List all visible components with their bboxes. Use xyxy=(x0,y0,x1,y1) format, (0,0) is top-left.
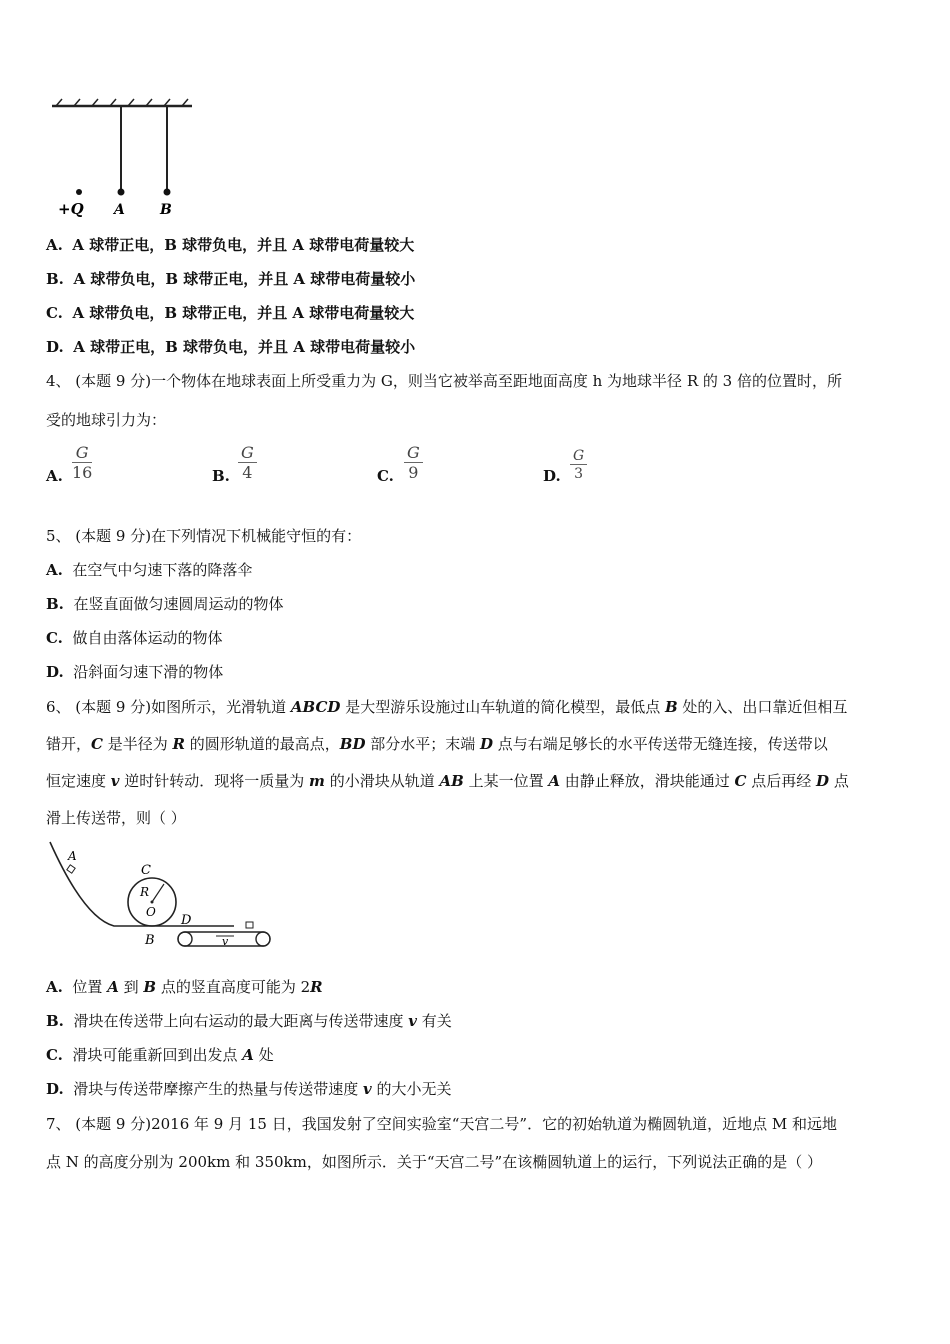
q6-option-c: C. 滑块可能重新回到出发点 A 处 xyxy=(46,1046,274,1064)
q4-option-c-fraction: $\frac{G}{9}$ xyxy=(404,444,423,483)
track-label-v: v xyxy=(222,935,229,948)
q6-stem-line3: 恒定速度 v 逆时针转动．现将一质量为 m 的小滑块从轨道 AB 上某一位置 A 由静止释放，滑块能通过 C 点后再经 D 点 xyxy=(46,772,849,790)
q4-stem-line1: 4、 (本题 9 分)一个物体在地球表面上所受重力为 G，则当它被举高至距地面高度 h 为地球半径 R 的 3 倍的位置时，所 xyxy=(46,372,842,390)
track-label-o: O xyxy=(146,905,156,919)
q4-stem-line2: 受的地球引力为： xyxy=(46,411,167,429)
ball-b-label: B xyxy=(160,202,172,218)
q5-option-d: D. 沿斜面匀速下滑的物体 xyxy=(46,663,224,681)
q6-stem-line2: 错开，C 是半径为 R 的圆形轨道的最高点，BD 部分水平；末端 D 点与右端足够长的水平传送带无缝连接，传送带以 xyxy=(46,735,828,753)
q4-option-b-fraction: $\frac{G}{4}$ xyxy=(238,444,257,483)
q5-option-c: C. 做自由落体运动的物体 xyxy=(46,629,223,647)
q4-option-b-key: B. xyxy=(212,467,230,485)
track-label-a: A xyxy=(68,849,77,863)
track-label-r: R xyxy=(140,885,150,899)
q4-option-d-fraction: $\frac{G}{3}$ xyxy=(570,448,587,483)
q6-option-a: A. 位置 A 到 B 点的竖直高度可能为 2R xyxy=(46,978,323,996)
track-label-d: D xyxy=(181,913,192,928)
q5-stem: 5、 (本题 9 分)在下列情况下机械能守恒的有： xyxy=(46,527,362,545)
figure-roller-coaster-track xyxy=(44,838,280,956)
q6-option-d: D. 滑块与传送带摩擦产生的热量与传送带速度 v 的大小无关 xyxy=(46,1080,452,1098)
q7-stem-line2: 点 N 的高度分别为 200km 和 350km，如图所示．关于“天宫二号”在该椭圆轨道上的运行，下列说法正确的是（ ） xyxy=(46,1153,822,1171)
q3-option-a: A. A 球带正电，B 球带负电，并且 A 球带电荷量较大 xyxy=(46,236,415,254)
q6-stem-line1: 6、 (本题 9 分)如图所示，光滑轨道 ABCD 是大型游乐设施过山车轨道的简化模型，最低点 B 处的入、出口靠近但相互 xyxy=(46,698,848,716)
q6-stem-line4: 滑上传送带，则（ ） xyxy=(46,809,186,827)
charge-label: +Q xyxy=(58,200,84,218)
q4-option-a-fraction: $\frac{G}{16}$ xyxy=(72,443,93,482)
figure-charged-balls xyxy=(48,96,198,220)
track-label-c: C xyxy=(141,863,151,878)
ball-a-label: A xyxy=(114,202,125,218)
q6-option-b: B. 滑块在传送带上向右运动的最大距离与传送带速度 v 有关 xyxy=(46,1012,452,1030)
q3-option-d: D. A 球带正电，B 球带负电，并且 A 球带电荷量较小 xyxy=(46,338,416,356)
q3-option-c: C. A 球带负电，B 球带正电，并且 A 球带电荷量较大 xyxy=(46,304,415,322)
q4-option-c-key: C. xyxy=(377,467,394,485)
q5-option-b: B. 在竖直面做匀速圆周运动的物体 xyxy=(46,595,284,613)
q4-option-a-key: A. xyxy=(46,467,63,485)
q5-option-a: A. 在空气中匀速下落的降落伞 xyxy=(46,561,253,579)
track-label-b: B xyxy=(145,933,155,948)
q7-stem-line1: 7、 (本题 9 分)2016 年 9 月 15 日，我国发射了空间实验室“天宫二号”．它的初始轨道为椭圆轨道，近地点 M 和远地 xyxy=(46,1115,837,1133)
q3-option-b: B. A 球带负电，B 球带正电，并且 A 球带电荷量较小 xyxy=(46,270,416,288)
q4-option-d-key: D. xyxy=(543,467,561,485)
